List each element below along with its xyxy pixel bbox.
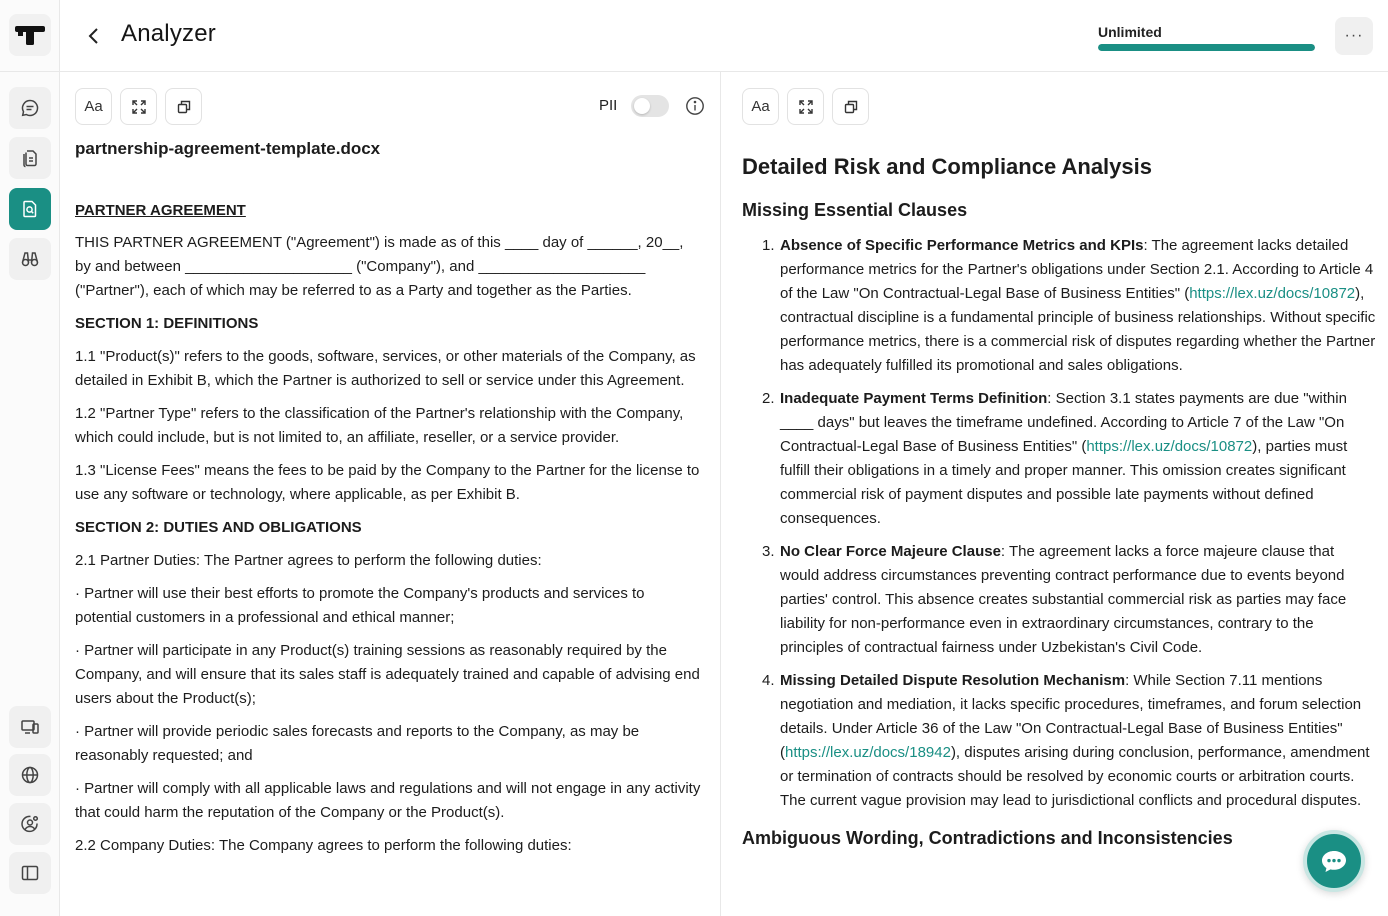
document-viewer [75, 138, 703, 867]
analysis-item [742, 234, 1376, 378]
analysis-viewer [742, 152, 1376, 862]
analysis-item-number: 4. [762, 672, 775, 689]
copy-icon [843, 99, 859, 115]
document-paragraph: 1.2 "Partner Type" refers to the classification of the Partner's relationship with the Company, which could include, but is not limited to, an affiliate, reseller, or a service provider. [75, 405, 684, 446]
app-logo[interactable] [9, 14, 51, 56]
left-rail [0, 0, 60, 916]
panel-divider [720, 72, 721, 916]
analysis-item [742, 387, 1376, 531]
pii-label: PII [599, 97, 618, 114]
law-link[interactable]: https://lex.uz/docs/10872 [1189, 285, 1356, 302]
plan-usage-bar [1098, 44, 1315, 51]
top-header [60, 0, 1388, 72]
analysis-item-title: No Clear Force Majeure Clause [780, 543, 1001, 560]
expand-icon [798, 99, 814, 115]
right-expand-button[interactable] [787, 88, 824, 125]
rail-documents-button[interactable] [9, 137, 51, 179]
more-options-button[interactable]: ··· [1335, 17, 1373, 55]
sidebar-toggle-icon [20, 863, 40, 883]
document-paragraph: · Partner will use their best efforts to promote the Company's products and services to potential customers in a professional and ethical manner; [75, 585, 645, 626]
analysis-item-text: ), contractual discipline is a fundamental principle of business relationships. Without specific performance metrics, there is a commercial risk of disputes regarding whether the Partner has adequately fulfilled its promotional and sales obligations. [780, 285, 1376, 374]
document-paragraph: 2.2 Company Duties: The Company agrees to perform the following duties: [75, 837, 572, 854]
right-font-size-button[interactable]: Aa [742, 88, 779, 125]
plan-label: Unlimited [1098, 24, 1162, 40]
pii-toggle[interactable] [631, 95, 669, 117]
analysis-item-title: Missing Detailed Dispute Resolution Mechanism [780, 672, 1126, 689]
analysis-item-title: Inadequate Payment Terms Definition [780, 390, 1048, 407]
analysis-section-heading: Ambiguous Wording, Contradictions and Inconsistencies [742, 828, 1233, 848]
rail-language-button[interactable] [9, 754, 51, 796]
analysis-title: Detailed Risk and Compliance Analysis [742, 154, 1152, 179]
account-settings-icon [20, 814, 40, 834]
document-paragraph: 1.3 "License Fees" means the fees to be paid by the Company to the Partner for the license to use any software or technology, where applicable, as per Exhibit B. [75, 462, 700, 503]
rail-divider [0, 71, 60, 72]
page-title: Analyzer [121, 20, 216, 47]
chat-icon [20, 98, 40, 118]
analysis-item [742, 540, 1376, 660]
analysis-item-text: ), parties must fulfill their obligations in a timely and proper manner. This omission creates significant commercial risk of payment disputes and possible late payments without defined consequences. [780, 438, 1348, 527]
analysis-item-title: Absence of Specific Performance Metrics and KPIs [780, 237, 1144, 254]
left-copy-button[interactable] [165, 88, 202, 125]
document-paragraph: 1.1 "Product(s)" refers to the goods, software, services, or other materials of the Company, as detailed in Exhibit B, which the Partner is authorized to sell or service under this Agreement. [75, 348, 696, 389]
rail-chat-button[interactable] [9, 87, 51, 129]
left-expand-button[interactable] [120, 88, 157, 125]
analysis-item-number: 1. [762, 237, 775, 254]
document-section-heading: SECTION 2: DUTIES AND OBLIGATIONS [75, 519, 362, 536]
document-section-heading: SECTION 1: DEFINITIONS [75, 315, 259, 332]
globe-icon [20, 765, 40, 785]
right-copy-button[interactable] [832, 88, 869, 125]
pii-toggle-knob [634, 98, 650, 114]
rail-analyzer-button[interactable] [9, 188, 51, 230]
analysis-list [742, 234, 1376, 813]
document-paragraph: · Partner will participate in any Product(s) training sessions as reasonably required by the Company, and will ensure that its sales staff is adequately trained and capable of advising end users about the Product(s); [75, 642, 700, 707]
analysis-item-text: : While Section 7.11 mentions negotiation and mediation, it lacks specific procedures, timeframes, and forum selection details. Under Article 36 of the Law "On Contractual-Legal Base of Business Entities" ( [780, 672, 1362, 761]
law-link[interactable]: https://lex.uz/docs/10872 [1086, 438, 1253, 455]
document-file-name: partnership-agreement-template.docx [75, 139, 381, 158]
document-paragraph: · Partner will provide periodic sales forecasts and reports to the Company, as may be reasonably requested; and [75, 723, 640, 764]
compare-icon [20, 249, 40, 269]
rail-account-button[interactable] [9, 803, 51, 845]
rail-compare-button[interactable] [9, 238, 51, 280]
analysis-item-text: : The agreement lacks detailed performance metrics for the Partner's obligations under Section 2.1. According to Article 4 of the Law "On Contractual-Legal Base of Business Entities" ( [780, 237, 1374, 302]
analysis-item-number: 2. [762, 390, 775, 407]
back-button[interactable] [82, 24, 106, 48]
law-link[interactable]: https://lex.uz/docs/18942 [785, 744, 951, 761]
analysis-item [742, 669, 1376, 813]
devices-icon [20, 717, 40, 737]
document-heading: PARTNER AGREEMENT [75, 202, 246, 219]
info-icon[interactable] [685, 96, 705, 116]
analysis-section-heading: Missing Essential Clauses [742, 200, 968, 220]
documents-icon [20, 148, 40, 168]
chat-bubble-icon [1320, 848, 1348, 874]
analysis-item-text: ), disputes arising during conclusion, performance, amendment or termination of contracts should be resolved by economic courts or arbitration courts. The current vague provision may lead to jurisdictional conflicts and procedural disputes. [780, 744, 1370, 809]
analysis-item-number: 3. [762, 543, 775, 560]
document-paragraph: THIS PARTNER AGREEMENT ("Agreement") is made as of this ____ day of ______, 20__, by and between ____________________ ("Company"), and ____________________ ("Partner"), each of which may be referred to as a Party and together as the Parties. [75, 234, 684, 299]
plan-usage-fill [1098, 44, 1315, 51]
chevron-left-icon [87, 27, 101, 45]
analyzer-icon [20, 199, 40, 219]
copy-icon [176, 99, 192, 115]
document-paragraph: · Partner will comply with all applicable laws and regulations and will not engage in any activity that could harm the reputation of the Company or the Product(s). [75, 780, 701, 821]
analysis-item-text: : Section 3.1 states payments are due "within ____ days" but leaves the timeframe undefined. According to Article 7 of the Law "On Contractual-Legal Base of Business Entities" ( [780, 390, 1347, 455]
rail-devices-button[interactable] [9, 706, 51, 748]
rail-sidebar-toggle-button[interactable] [9, 852, 51, 894]
document-paragraph: 2.1 Partner Duties: The Partner agrees to perform the following duties: [75, 552, 542, 569]
chat-support-button[interactable] [1303, 830, 1365, 892]
analysis-item-text: : The agreement lacks a force majeure clause that would address circumstances preventing contract performance due to events beyond parties' control. This absence creates substantial commercial risk as parties may face liability for non-performance even in extraordinary circumstances, contrary to the principles of contractual fairness under Uzbekistan's Civil Code. [780, 543, 1347, 656]
logo-icon [14, 24, 46, 46]
expand-icon [131, 99, 147, 115]
left-font-size-button[interactable]: Aa [75, 88, 112, 125]
